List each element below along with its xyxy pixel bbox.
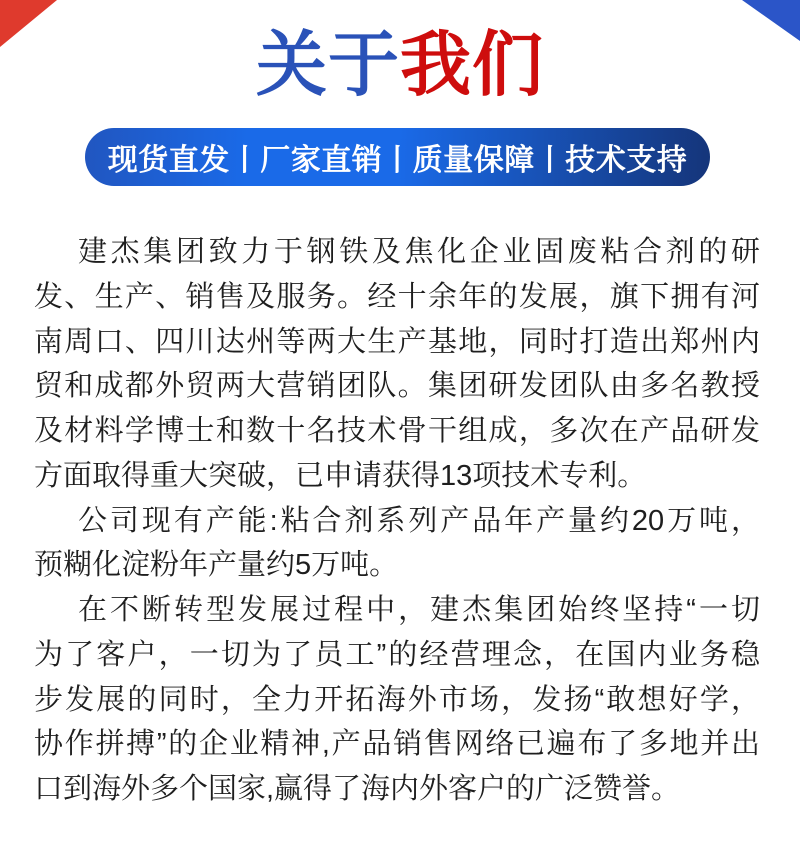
text-line: 公司现有产能:粘合剂系列产品年产量约20万吨，	[78, 504, 760, 537]
text-line: 协作拼搏”的企业精神,产品销售网络已遍布了多地并出	[34, 728, 760, 761]
text-line: 在不断转型发展过程中，建杰集团始终坚持“一切	[78, 594, 760, 626]
page-title	[0, 26, 800, 106]
text-line: 预糊化淀粉年产量约5万吨。	[34, 549, 399, 582]
text-line: 贸和成都外贸两大营销团队。集团研发团队由多名教授	[34, 370, 760, 403]
about-text	[34, 230, 760, 812]
title-part-red: 我们	[400, 26, 545, 105]
text-line: 步发展的同时，全力开拓海外市场，发扬“敢想好学，	[34, 683, 760, 716]
text-line: 为了客户，一切为了员工”的经营理念，在国内业务稳	[34, 638, 760, 671]
text-line: 及材料学博士和数十名技术骨干组成，多次在产品研发	[34, 415, 760, 447]
text-line: 方面取得重大突破，已申请获得13项技术专利。	[34, 459, 647, 492]
text-line: 南周口、四川达州等两大生产基地，同时打造出郑州内	[34, 325, 760, 358]
text-line: 建杰集团致力于钢铁及焦化企业固废粘合剂的研	[78, 236, 760, 268]
text-line: 口到海外多个国家,赢得了海内外客户的广泛赞誉。	[34, 773, 681, 805]
text-line: 发、生产、销售及服务。经十余年的发展，旗下拥有河	[34, 280, 760, 313]
feature-banner	[85, 128, 710, 186]
title-part-blue: 关于	[255, 26, 400, 105]
feature-banner-text: 现货直发丨厂家直销丨质量保障丨技术支持	[107, 144, 688, 177]
